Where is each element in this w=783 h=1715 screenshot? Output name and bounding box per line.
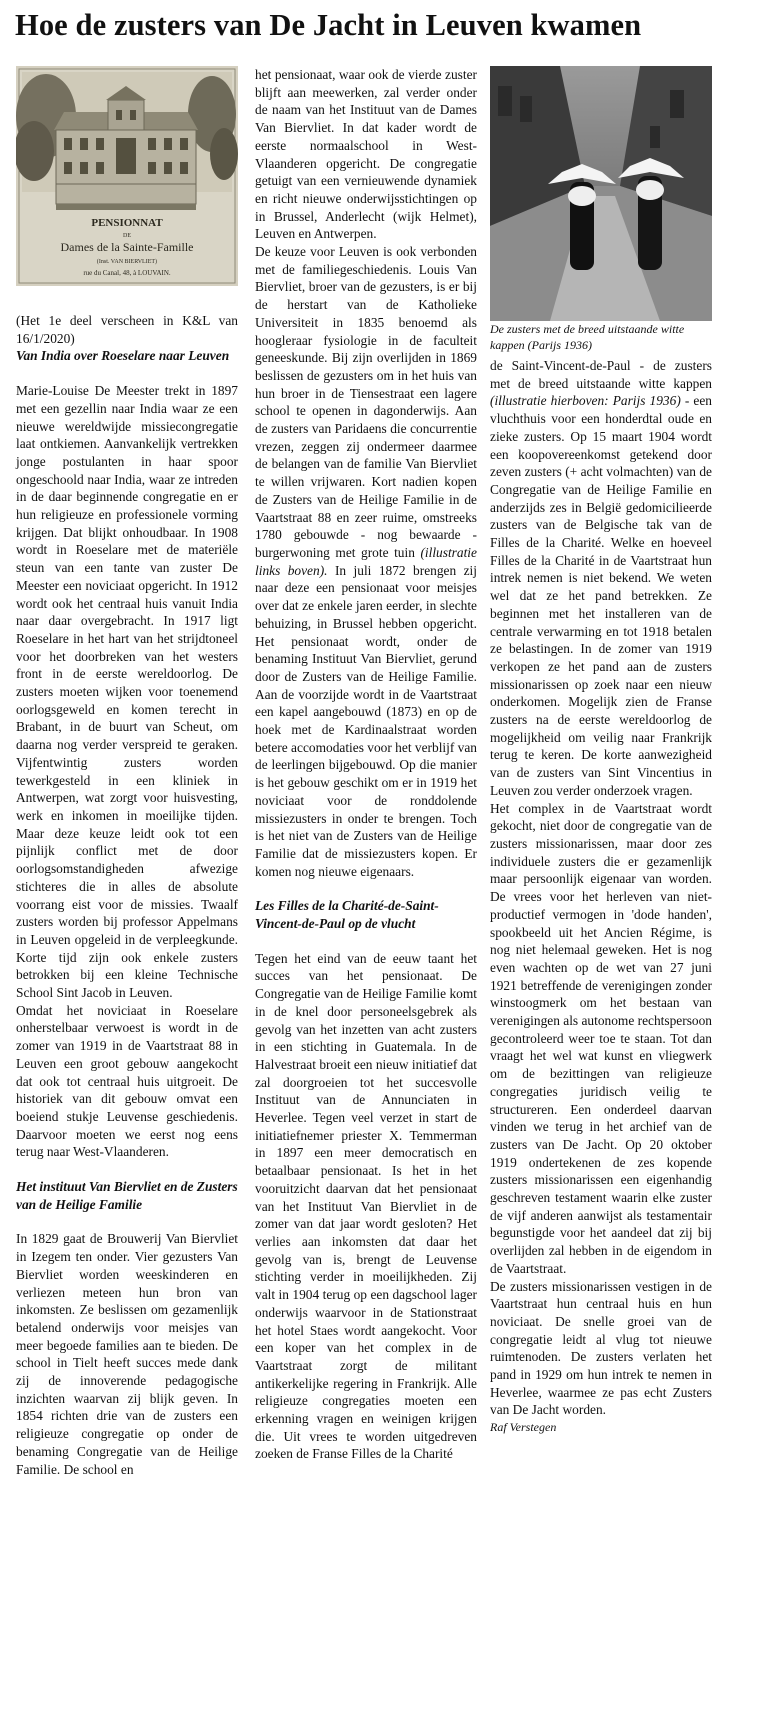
photo-caption: De zusters met de breed uitstaande witte kappen (Parijs 1936) (490, 322, 685, 352)
section-heading-india: Van India over Roeselare naar Leuven (16, 348, 230, 364)
paragraph: Tegen het eind van de eeuw taant het succes van het pensionaat. De Congregatie van de Heilige Familie komt in de knel door personeelsgebrek als gevolg van het inzetten van acht zusters in een stichting in Guatemala. In de Halvestraat broeit een nieuw initiatief dat zal doorgroeien tot het succesvolle Instituut van de Annunciaten in Heverlee. Tegen veel verzet in start de initiatiefnemer priester X. Temmerman in 1897 een meer democratisch en betaalbaar pensionaat. Is het in het vooruitzicht daarvan dat het pensionaat van het Instituut Van Biervliet in de zomer van dat jaar wordt gesloten? Het verlies aan inkomsten dat daar het gevolg van is, brengt de Leuvense stichting verder in moeilijkheden. Zij valt in 1904 terug op een dagschool lager onderwijs waarvoor in de Stationstraat het hotel Staes wordt aangekocht. Voor een koper van het complex in de Vaartstraat zorgt de militant antikerkelijke regering in Frankrijk. Alle religieuze congregaties moeten een erkenning vragen en weinigen krijgen die. Uit vrees te worden uitgedreven zoeken de Franse Filles de la Charité (255, 950, 478, 1462)
pensionnat-illustration (16, 66, 238, 286)
sign-title: PENSIONNAT (91, 217, 163, 229)
nuns-photo (490, 66, 712, 321)
column-1 (16, 66, 238, 1478)
paragraph: In 1829 gaat de Brouwerij Van Biervliet in Izegem ten onder. Vier gezusters Van Biervliet worden weeskinderen en verliezen meteen hun bron van inkomsten. Ze beslissen om gezamenlijk betalend onderwijs voor meisjes van meer begoede families aan te bieden. De school in Tielt heeft succes mede dank zij de innoverende pedagogische inzichten waarvan zij blijk geven. In 1854 richten drie van de zusters een religieuze congregatie op onder de benaming Congregatie van de Heilige Familie. De school en (16, 1231, 238, 1477)
section-heading-instituut: Het instituut Van Biervliet en de Zusters van de Heilige Familie (16, 1179, 238, 1212)
paragraph-text: - een vluchthuis voor een honderdtal oude en zieke zusters. Op 15 maart 1904 wordt een koopovereenkomst getekend door zeven zusters (+ acht volmachten) van de Congregatie van de Heilige Familie en anderzijds zes in België gedomicilieerde zusters van de Belgische tak van de Filles de la Charité. Welke en hoeveel Filles de la Charité in de Vaartstraat hun intrek nemen is niet bekend. We weten wel dat ze het pand betrekken. Ze beginnen met het installeren van de centrale verwarming en tot 1918 betalen ze belastingen. In de zomer van 1919 verkopen ze het pand aan de zusters missionarissen op zoek naar een nieuw onderkomen. Mogelijk zien de Franse zusters na de eerste wereldoorlog de mogelijkheid om veilig naar Frankrijk terug te keren. De korte aanwezigheid van de zusters van Sint Vincentius in Leuven zou verder onderzoek vragen. (490, 393, 713, 798)
paragraph-text: In juli 1872 brengen zij naar deze een pensionaat voor meisjes over dat ze enkele jaren eerder, in slechte behuizing, in Brussel hebben opgericht. Het pensionaat wordt, onder de benaming Instituut Van Biervliet, gerund door de Zusters van de Heilige Familie. Aan de voorzijde wordt in de Vaartstraat een kapel aangebouwd (1873) en op de hoek met de Kardinaalstraat worden betere accomodaties voor het verblijf van de leerlingen bijgebouwd. Op die manier is het gebouw geschikt om er in 1919 het noviciaat voor de ronddolende missiezusters in onder te brengen. Toch is het niet van de Zusters van de Heilige Familie dat de missiezusters kopen. Er komen nog nieuwe eigenaars. (255, 562, 477, 879)
paragraph-text: de Saint-Vincent-de-Paul - de zusters met de breed uitstaande witte kappen (490, 358, 712, 391)
article-headline: Hoe de zusters van De Jacht in Leuven kwamen (15, 8, 642, 42)
paragraph: De zusters missionarissen vestigen in de Vaartstraat hun centraal huis en hun noviciaat. De snelle groei van de congregatie leidt al vlug tot nieuwe ruimtenoden. De zusters verlaten het pand in 1929 om hun intrek te nemen in Heverlee, waarmee ze pas echt Zusters van De Jacht worden. (490, 1278, 712, 1418)
paragraph: Het complex in de Vaartstraat wordt gekocht, niet door de congregatie van de zusters missionarissen, maar door zes individuele zusters die er gezamenlijk maar persoonlijk eigenaar van worden. De vrees voor het herleven van niet-productief vermogen in 'dode handen', spookbeeld uit het Ancien Régime, is nog niet helemaal geweken. Het is nog even wachten op de wet van 27 juni 1921 betreffende de verenigingen zonder winstoogmerk om het bestaan van verenigingen als autonome rechtspersoon gecontroleerd weer toe te staan. Tot dan vraagt het wel wat kunst en vliegwerk om de bezittingen van religieuze congregaties juridisch veilig te structureren. Een onderdeel daarvan vinden we terug in het archief van de zusters van De Jacht. Op 20 oktober 1919 ondertekenen de zes kopende zusters missionarissen een eigenhandig geschreven testament waarin elke zuster de vijf anderen aanwijst als testamentair begunstigde voor het aandeel dat zij bij overlijden zal hebben in de eigendom in de Vaartstraat. (490, 800, 712, 1276)
sign-line-2: DE (123, 233, 131, 239)
section-heading-filles: Les Filles de la Charité-de-Saint-Vincent-de-Paul op de vlucht (255, 898, 439, 932)
paragraph: het pensionaat, waar ook de vierde zuster blijft aan meewerken, zal verder onder de naam van het Instituut van de Dames Van Biervliet. In dat kader wordt de eerste normaalschool in West-Vlaanderen opgericht. De congregatie getuigt van een vernieuwende dynamiek en richt nieuwe onderwijsstichtingen op in Brussel, Anderlecht (wijk Helmet), Leuven en Antwerpen. (255, 67, 477, 242)
illustration-reference: (illustratie links boven). (255, 544, 477, 578)
column-3 (490, 66, 712, 1437)
sign-line-4: (Inst. VAN BIERVLIET) (96, 259, 158, 265)
intro-note: (Het 1e deel verscheen in K&L van 16/1/2020) (16, 313, 238, 346)
sign-line-3: Dames de la Sainte-Famille (60, 240, 194, 254)
paragraph: Omdat het noviciaat in Roeselare onherstelbaar verwoest is wordt in de zomer van 1919 in de Vaartstraat 88 in Leuven een groot gebouw aangekocht dat ook tot centraal huis uitgroeit. De historiek van dit gebouw omvat een boeiend stukje Leuvense geschiedenis. Daarvoor moeten we eerst nog eens terug naar West-Vlaanderen. (16, 1002, 238, 1160)
illustration-reference: (illustratie hierboven: Parijs 1936) (490, 393, 681, 409)
sign-line-5: rue du Canal, 48, à LOUVAIN. (83, 269, 171, 277)
paragraph (255, 243, 477, 880)
paragraph (490, 357, 712, 800)
paragraph: Marie-Louise De Meester trekt in 1897 met een gezellin naar India waar ze een nieuwe wereldwijde missiecongregatie laat ontkiemen. Aanvankelijk vertrekken jonge postulanten in haar spoor ongeschoold naar India, waar ze intreden in de daar beginnende congregatie en er hun religieuze en professionele vorming krijgen. Dat blijkt onhoudbaar. In 1908 wordt in Roeselare met de materiële steun van een tante van zuster De Meester een noviciaat opgericht. In 1912 wordt ook het centraal huis vanuit India naar daar overgebracht. In 1917 ligt Roeselare in het hart van het strijdtoneel voor het doorbreken van het westers front in de eerste wereldoorlog. De zusters moeten wijken voor toenemend oorlogsgeweld en komen terecht in Brabant, in de buurt van Scheut, om daarna nog verder verspreid te geraken. Vijfentwintig zusters worden tewerkgesteld in een kliniek in Antwerpen, wat zorgt voor huisvesting, werk en inkomen in moeilijke tijden. Maar deze keuze leidt ook tot een pijnlijk conflict met de door oorlogsomstandigheden afwezige stichteres die in alles de absolute voorrang eist voor de missies. Twaalf zusters worden bij professor Appelmans in Leuven opgeleid in de verpleegkunde. Korte tijd zijn ook enkele zusters betrokken bij een kleine Technische School Sint Jacob in Leuven. (16, 383, 238, 1001)
author-signature: Raf Verstegen (490, 1420, 557, 1435)
column-2 (255, 66, 477, 1463)
paragraph-text: De keuze voor Leuven is ook verbonden met de familiegeschiedenis. Louis Van Biervliet, broer van de gezusters, is er bij de herstart van de Katholieke Universiteit in 1835 benoemd als hoogleraar fysiologie in de faculteit geneeskunde. Bij zijn overlijden in 1869 beslissen de gezusters om in het huis van hun broer in de Tiensestraat een lagere school te openen in dagonderwijs. Aan de zusters van Paridaens die concurrentie vrezen, zeggen zij ondermeer daarmee de belangen van de familie Van Biervliet te willen vrijwaren. Kort nadien kopen de Zusters van de Heilige Familie in de Vaartstraat 88 en zeer ruime, omstreeks 1780 gebouwde - nog bewaarde - burgerwoning met grote tuin (255, 244, 477, 560)
